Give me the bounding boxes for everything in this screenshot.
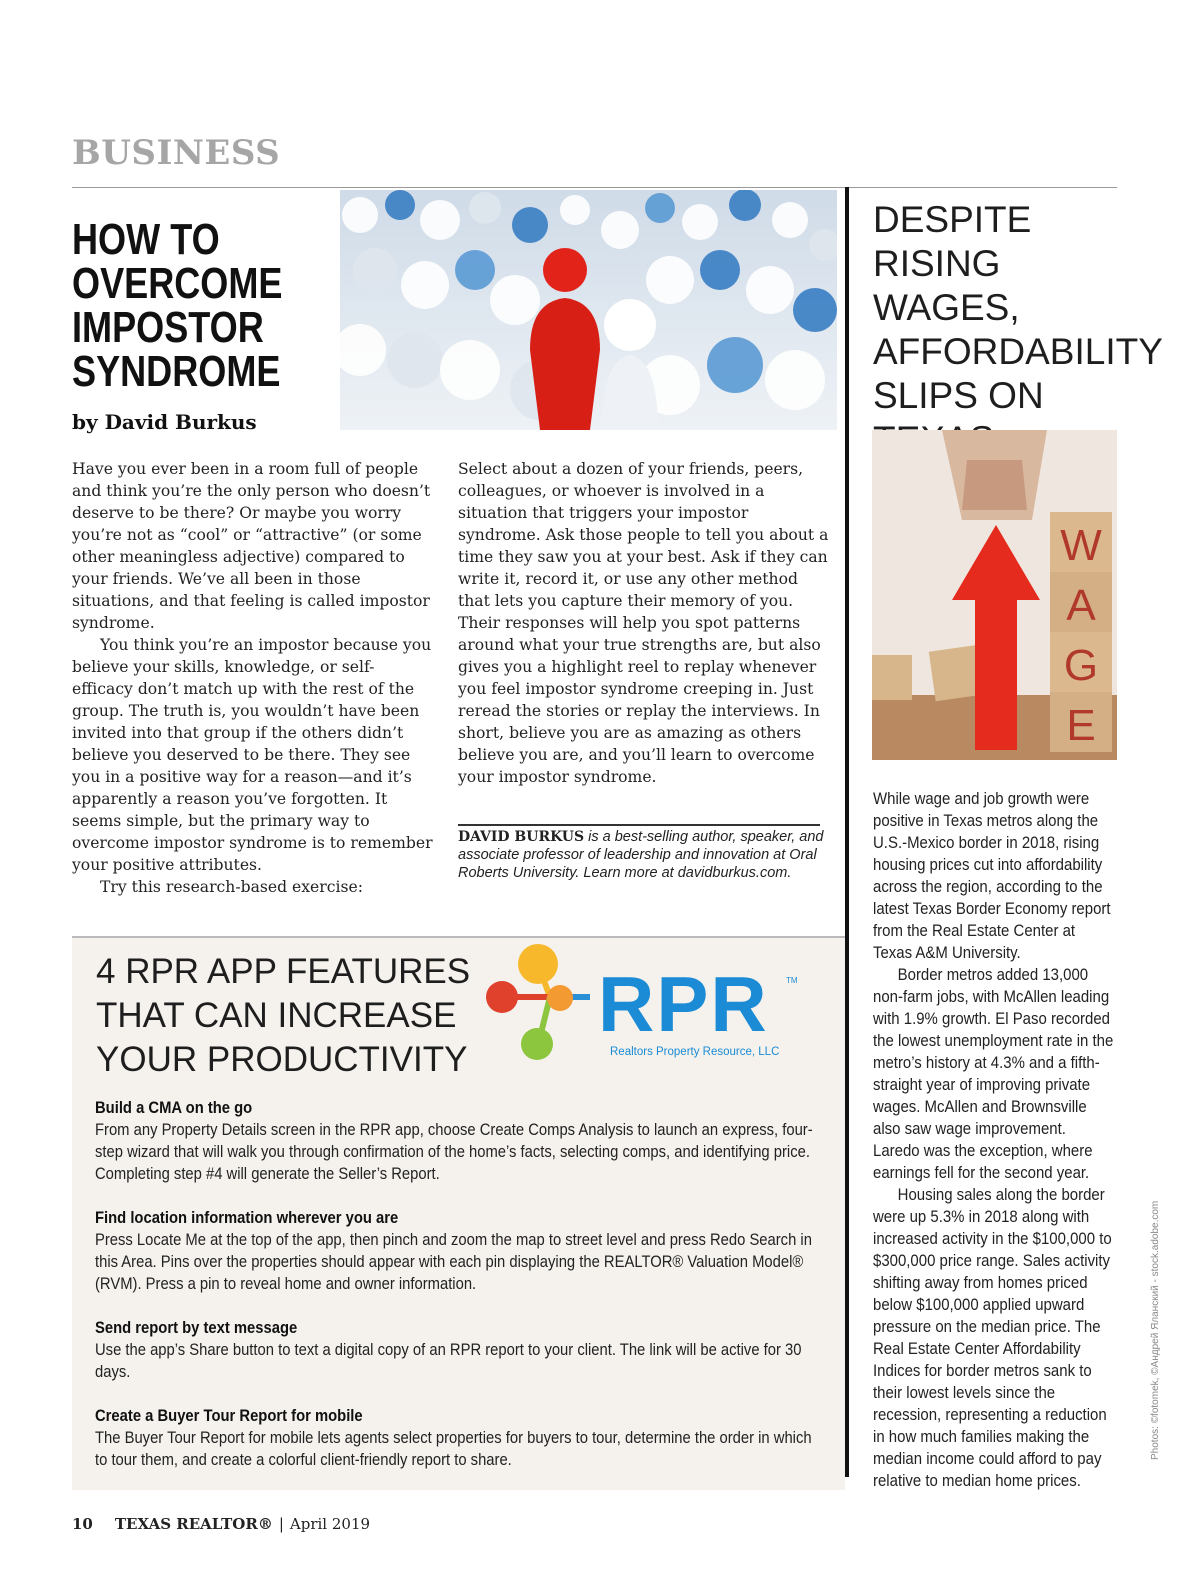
feature-heading: Create a Buyer Tour Report for mobile bbox=[95, 1406, 363, 1425]
rpr-feature bbox=[95, 1317, 817, 1383]
feature-heading: Send report by text message bbox=[95, 1318, 298, 1337]
block-letter: A bbox=[1066, 581, 1096, 630]
column-divider bbox=[845, 187, 849, 1477]
headline-line: AFFORDABILITY bbox=[873, 331, 1163, 372]
top-rule bbox=[72, 187, 1117, 188]
footer-separator: | bbox=[278, 1515, 284, 1533]
article1-headline bbox=[72, 215, 283, 396]
feature-heading: Find location information wherever you are bbox=[95, 1208, 399, 1227]
paragraph: Have you ever been in a room full of people and think you’re the only person who doesn’t deserve to be there? Or maybe you worry you’re not as “cool” or “attractive” (or some other meaningless adjective) compared to your friends. We’ve all been in those situations, and that feeling is called impostor syndrome. bbox=[72, 460, 431, 632]
feature-text: The Buyer Tour Report for mobile lets agents select properties for buyers to tour, determine the order in which to tour them, and create a colorful client-friendly report to share. bbox=[95, 1428, 812, 1469]
headline-line: RISING WAGES, bbox=[873, 243, 1020, 328]
photo-credit: Photos: ©fotomek, ©Андрей Яланский - stock.adobe.com bbox=[1150, 1200, 1161, 1460]
block-letter: E bbox=[1066, 701, 1096, 750]
rpr-logo-text: RPR bbox=[598, 960, 769, 1048]
feature-text: From any Property Details screen in the RPR app, choose Create Comps Analysis to launch an express, four-step wizard that will walk you through confirmation of the home’s facts, selecting comps, and identifying price. Completing step #4 will generate the Seller’s Report. bbox=[95, 1120, 813, 1183]
page-footer bbox=[72, 1515, 370, 1533]
paragraph: While wage and job growth were positive in Texas metros along the U.S.-Mexico border in 2018, rising housing prices cut into affordability across the region, according to the latest Texas Border Economy report from the Real Estate Center at Texas A&M University. bbox=[873, 789, 1111, 962]
paragraph: Housing sales along the border were up 5.3% in 2018 along with increased activity in the $100,000 to $300,000 price range. Sales activity shifting away from homes priced below $100,000 applied upward pressure on the median price. The Real Estate Center Affordability Indices for border metros sank to their lowest levels since the recession, representing a reduction in how much families making the median income could afford to pay relative to median home prices. bbox=[873, 1185, 1112, 1490]
crowd-figures-image bbox=[340, 190, 837, 430]
rpr-logo-subtitle: Realtors Property Resource, LLC bbox=[610, 1046, 780, 1058]
article1-column1 bbox=[72, 458, 434, 898]
headline-line: HOW TO bbox=[72, 215, 220, 264]
block-letter: G bbox=[1063, 641, 1099, 690]
rpr-logo-mark-icon bbox=[480, 942, 605, 1067]
paragraph: Try this research-based exercise: bbox=[100, 878, 363, 896]
bio-rule bbox=[458, 824, 820, 826]
paragraph: Border metros added 13,000 non-farm jobs, with McAllen leading with 1.9% growth. El Paso recorded the lowest unemployment rate in the metro’s history at 4.3% and a fifth-straight year of improving private wages. McAllen and Brownsville also saw wage improvement. Laredo was the exception, where earnings fell for the second year. bbox=[873, 965, 1114, 1182]
headline-line: OVERCOME bbox=[72, 259, 283, 308]
feature-heading: Build a CMA on the go bbox=[95, 1098, 253, 1117]
author-bio bbox=[458, 828, 830, 882]
wage-blocks-arrow-image bbox=[872, 430, 1117, 760]
headline-line: SYNDROME bbox=[72, 347, 281, 396]
rpr-logo-tm: TM bbox=[786, 976, 798, 985]
feature-text: Press Locate Me at the top of the app, then pinch and zoom the map to street level and press Redo Search in this Area. Pins over the properties should appear with each pin displaying the REALTOR® Valuation Model® (RVM). Press a pin to reveal home and owner information. bbox=[95, 1230, 812, 1293]
rpr-feature bbox=[95, 1405, 817, 1471]
paragraph: Select about a dozen of your friends, peers, colleagues, or whoever is involved in a situation that triggers your impostor syndrome. Ask those people to tell you about a time they saw you at your best. Ask if they can write it, record it, or use any other method that lets you capture their memory of you. Their responses will help you spot patterns around what your true strengths are, but also gives you a highlight reel to replay whenever you feel impostor syndrome creeping in. Just reread the stories or replay the interviews. In short, believe you are as amazing as others believe you are, and you’ll learn to overcome your impostor syndrome. bbox=[458, 460, 829, 786]
bio-text: is a best-selling author, speaker, and associate professor of leadership and innovation at Oral Roberts University. Learn more at davidburkus.com. bbox=[458, 829, 824, 881]
rpr-feature bbox=[95, 1097, 817, 1185]
byline: by David Burkus bbox=[72, 410, 257, 434]
headline-line: DESPITE bbox=[873, 199, 1032, 240]
bio-name: DAVID BURKUS bbox=[458, 829, 585, 845]
article1-column2 bbox=[458, 458, 830, 788]
section-label: BUSINESS bbox=[72, 133, 281, 173]
feature-text: Use the app’s Share button to text a digital copy of an RPR report to your client. The link will be active for 30 days. bbox=[95, 1340, 802, 1381]
issue-date: April 2019 bbox=[289, 1515, 371, 1533]
headline-line: IMPOSTOR bbox=[72, 303, 264, 352]
rpr-logo bbox=[480, 942, 800, 1067]
paragraph: You think you’re an impostor because you believe your skills, knowledge, or self-efficacy don’t match up with the rest of the group. The truth is, you wouldn’t have been invited into that group if the others didn’t believe you deserved to be there. They see you in a positive way for a reason—and it’s apparently a reason you’ve forgotten. It seems simple, but the primary way to overcome impostor syndrome is to remember your positive attributes. bbox=[72, 636, 433, 874]
block-letter: W bbox=[1060, 521, 1102, 570]
page-number: 10 bbox=[72, 1515, 93, 1533]
rpr-feature bbox=[95, 1207, 817, 1295]
headline-line: SLIPS ON bbox=[873, 375, 1044, 416]
article2-body bbox=[873, 788, 1114, 1492]
rpr-title: 4 RPR APP FEATURES THAT CAN INCREASE YOUR PRODUCTIVITY bbox=[96, 952, 471, 1079]
magazine-name: TEXAS REALTOR® bbox=[114, 1515, 273, 1533]
